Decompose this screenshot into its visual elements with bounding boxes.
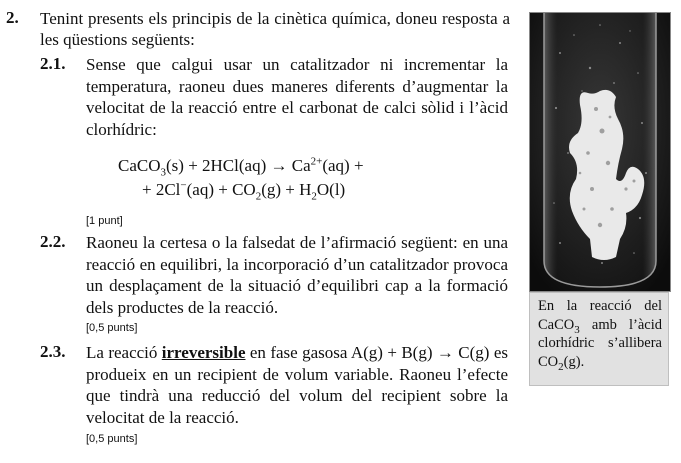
eq-end: (aq) + — [322, 156, 364, 175]
caption-part-1: En la reacció del CaCO — [538, 298, 662, 333]
item-2-1-text: Sense que calgui usar un catalitzador ni incrementar la temperatura, raoneu dues maneres diferents d’augmentar la velocitat de la reacció entre el carbonat de calci sòlid i l’àcid clorhídric: — [86, 55, 508, 139]
eq-sub-3: 3 — [160, 166, 166, 179]
caption-part-2: amb l’àcid clorhídric s’allibera CO — [538, 316, 662, 370]
question-number: 2. — [6, 8, 19, 27]
eq-sup-minus: − — [180, 179, 187, 192]
caption-part-3: (g). — [563, 353, 585, 370]
item-2-1-points: [1 punt] — [86, 215, 123, 227]
item-2-3-text — [86, 342, 508, 428]
item-2-3-points: [0,5 punts] — [86, 433, 138, 445]
eq-mid-h: (g) + H — [261, 180, 312, 199]
question-intro: Tenint presents els principis de la cinètica química, doneu resposta a les qüestions següents: — [40, 9, 510, 49]
item-2-3-number: 2.3. — [40, 342, 66, 361]
photo-caption — [529, 292, 669, 386]
item-2-3-emphasis: irreversible — [161, 343, 246, 362]
reaction-photo — [529, 12, 671, 292]
item-2-3-text-after: en fase gasosa A(g) + B(g) → C(g) es produeix en un recipient de volum variable. Raoneu l’efecte que tindrà una reducció del volum del recipient sobre la velocitat de la reacció. — [86, 343, 508, 427]
item-2-1-number: 2.1. — [40, 54, 66, 73]
eq-sub-2b: 2 — [311, 190, 317, 203]
item-2-2-text: Raoneu la certesa o la falsedat de l’afirmació següent: en una reacció en equilibri, la incorporació d’un catalitzador provoca un desplaçament de la situació d’equilibri cap a la formació dels productes de la reacció. — [86, 233, 508, 317]
reaction-photo-illustration — [530, 13, 670, 291]
caption-sub-3: 3 — [574, 323, 580, 336]
eq-caco: CaCO — [118, 156, 161, 175]
eq-mid-co: (aq) + CO — [186, 180, 256, 199]
eq-end-water: O(l) — [316, 180, 346, 199]
eq-sup-2plus: 2+ — [310, 155, 323, 168]
item-2-3-text-before: La reacció — [86, 343, 162, 362]
eq-mid: (s) + 2HCl(aq) → Ca — [166, 156, 311, 175]
eq-cl: + 2Cl — [142, 180, 181, 199]
item-2-2-points: [0,5 punts] — [86, 322, 138, 334]
equation-line-2 — [142, 179, 346, 203]
equation-line-1 — [118, 155, 364, 179]
item-2-2-number: 2.2. — [40, 232, 66, 251]
eq-sub-2a: 2 — [255, 190, 262, 203]
caption-sub-2: 2 — [558, 360, 564, 373]
